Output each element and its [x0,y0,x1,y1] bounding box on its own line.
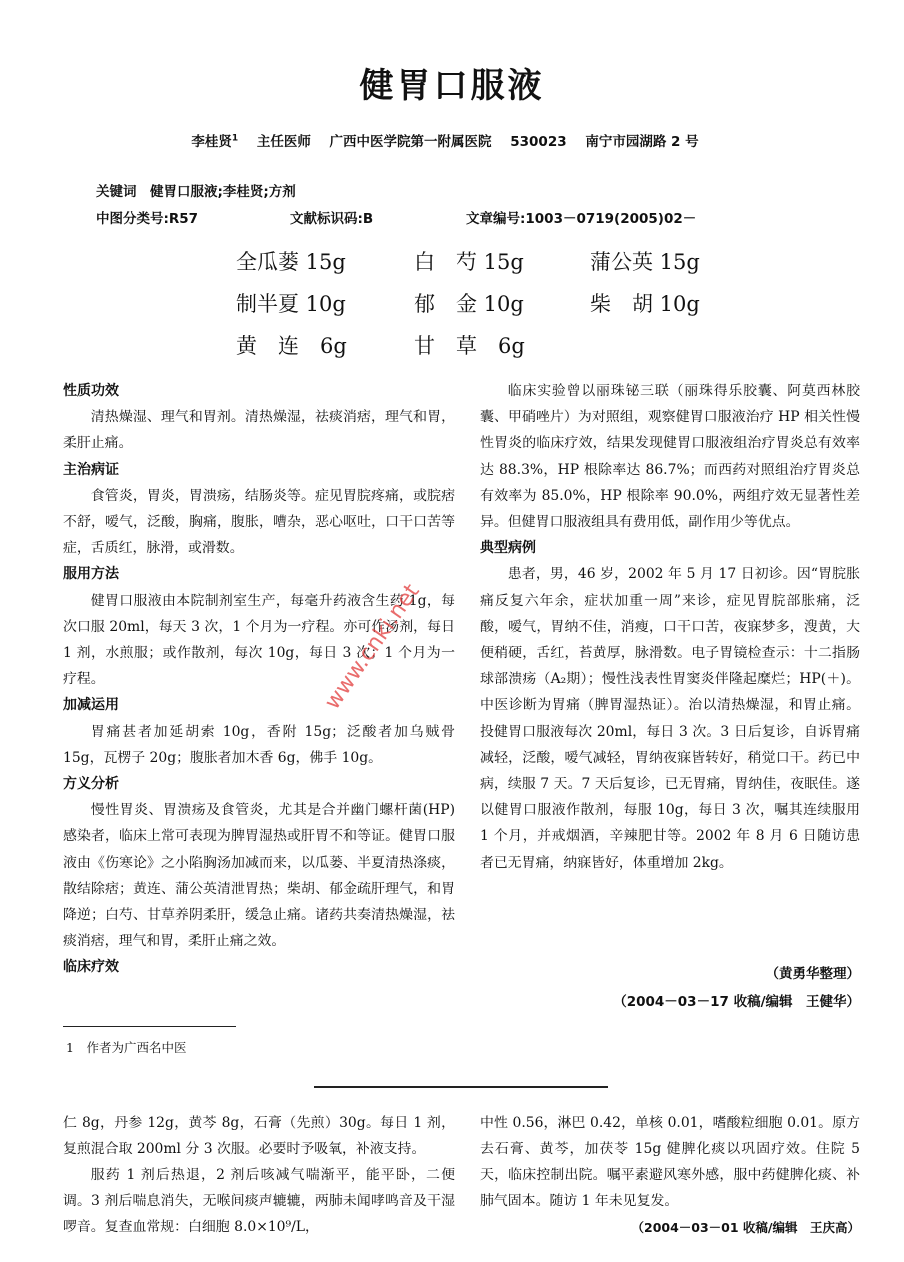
author-name: 李桂贤$^1$ [191,133,239,150]
herb-item: 白 芍 15g [414,250,524,274]
paragraph: 服药 1 剂后热退，2 剂后咳减气喘渐平，能平卧，二便调。3 剂后喘息消失，无喉间痰声辘辘，两肺未闻哮鸣音及干湿啰音。复查血常规：白细胞 8.0×10⁹/L， [63,1167,455,1235]
received-note: （2004－03－17 收稿/编辑 王健华） [613,994,860,1010]
author-affiliation: 广西中医学院第一附属医院 [329,134,492,150]
clc-number: 中图分类号:R57 [96,211,199,227]
section-heading: 主治病证 [63,461,119,478]
footnote: 1 作者为广西名中医 [66,1040,187,1055]
section-text: 健胃口服液由本院制剂室生产，每毫升药液含生药 1g，每次口服 20ml，每天 3 次，1 个月为一疗程。亦可作汤剂，每日 1 剂，水煎服；或作散剂，每次 10g，每日 3 次；1 个月为一疗程。 [63,592,455,688]
herb-item: 制半夏 10g [236,292,346,316]
section-heading: 性质功效 [63,383,119,399]
article-title: 健胃口服液 [359,66,545,106]
section-heading: 加减运用 [63,697,119,714]
section-text: 慢性胃炎、胃溃疡及食管炎，尤其是合并幽门螺杆菌(HP)感染者，临床上常可表现为脾胃湿热或肝胃不和等证。健胃口服液由《伤寒论》之小陷胸汤加减而来，以瓜蒌、半夏清热涤痰，散结除痞；黄连、蒲公英清泄胃热；柴胡、郁金疏肝理气，和胃降逆；白芍、甘草养阴柔肝，缓急止痛。诸药共奏清热燥湿，祛痰消痞，理气和胃，柔肝止痛之效。 [63,802,455,950]
watermark: www.cnki.net [320,579,425,715]
formula-ingredients [0,236,904,366]
author-position: 主任医师 [256,134,311,150]
author-postcode: 530023 [510,134,567,150]
article-separator [314,1086,608,1088]
section-text: 胃痛甚者加延胡索 10g，香附 15g；泛酸者加乌贼骨 15g，瓦楞子 20g；腹胀者加木香 6g，佛手 10g。 [63,723,455,766]
right-column [480,378,860,876]
herb-item: 黄 连 6g [236,334,347,358]
section-heading: 临床疗效 [63,959,119,976]
next-article-right [480,1110,860,1214]
footnote-divider [63,1026,236,1027]
document-code: 文献标识码:B [290,211,374,227]
author-address: 南宁市园湖路 2 号 [585,134,699,150]
paragraph: 中性 0.56，淋巴 0.42，单核 0.01，嗜酸粒细胞 0.01。原方去石膏、黄芩，加茯苓 15g 健脾化痰以巩固疗效。住院 5 天，临床控制出院。嘱平素避风寒外感，服中药健脾化痰、补肺气固本。随访 1 年未见复发。 [480,1115,860,1209]
author-line [60,130,844,150]
article-number: 文章编号:1003－0719(2005)02－ [466,211,697,227]
received-note: （2004－03－01 收稿/编辑 王庆高） [631,1220,860,1235]
section-heading: 服用方法 [63,566,119,583]
next-article-left [63,1110,455,1240]
section-text: 清热燥湿、理气和胃剂。清热燥湿，祛痰消痞，理气和胃，柔肝止痛。 [63,409,455,452]
herb-item: 蒲公英 15g [590,250,700,274]
paragraph: 仁 8g，丹参 12g，黄芩 8g，石膏（先煎）30g。每日 1 剂，复煎混合取 200ml 分 3 次服。必要时予吸氧，补液支持。 [63,1115,455,1157]
keywords: 关键词 健胃口服液;李桂贤;方剂 [96,184,296,200]
herb-item: 柴 胡 10g [590,292,700,316]
herb-item: 全瓜蒌 15g [236,250,346,274]
left-column [63,378,455,981]
case-text: 患者，男，46 岁，2002 年 5 月 17 日初诊。因“胃脘胀痛反复六年余，症状加重一周”来诊，症见胃脘部胀痛，泛酸，嗳气，胃纳不佳，消瘦，口干口苦，夜寐梦多，溲黄，大便稍硬，舌红，苔黄厚，脉滑数。电子胃镜检查示：十二指肠球部溃疡（A₂期）；慢性浅表性胃窦炎伴隆起糜烂；HP(＋)。中医诊断为胃痛（脾胃湿热证）。治以清热燥湿，和胃止痛。投健胃口服液每次 20ml，每日 3 次。3 日后复诊，自诉胃痛减轻，泛酸，嗳气减轻，胃纳夜寐皆转好，稍觉口干。药已中病，续服 7 天。7 天后复诊，已无胃痛，胃纳佳，夜眠佳。遂以健胃口服液作散剂，每服 10g，每日 3 次，嘱其连续服用 1 个月，并戒烟酒，辛辣肥甘等。2002 年 8 月 6 日随访患者已无胃痛，纳寐皆好，体重增加 2kg。 [480,566,860,871]
section-text: 临床实验曾以丽珠铋三联（丽珠得乐胶囊、阿莫西林胶囊、甲硝唑片）为对照组，观察健胃口服液治疗 HP 相关性慢性胃炎的临床疗效，结果发现健胃口服液组治疗胃炎总有效率达 88.3%，HP 根除率达 86.7%；而西药对照组治疗胃炎总有效率为 85.0%，HP 根除率 90.0%，两组疗效无显著性差异。但健胃口服液组具有费用低，副作用少等优点。 [480,383,860,531]
herb-item: 郁 金 10g [414,292,524,316]
section-heading: 典型病例 [480,540,536,557]
section-heading: 方义分析 [63,776,119,793]
herb-item: 甘 草 6g [414,334,525,358]
editor-credit: （黄勇华整理） [765,966,860,982]
section-text: 食管炎，胃炎，胃溃疡，结肠炎等。症见胃脘疼痛，或脘痞不舒，嗳气，泛酸，胸痛，腹胀，嘈杂，恶心呕吐，口干口苦等症，舌质红，脉滑，或滑数。 [63,487,455,557]
